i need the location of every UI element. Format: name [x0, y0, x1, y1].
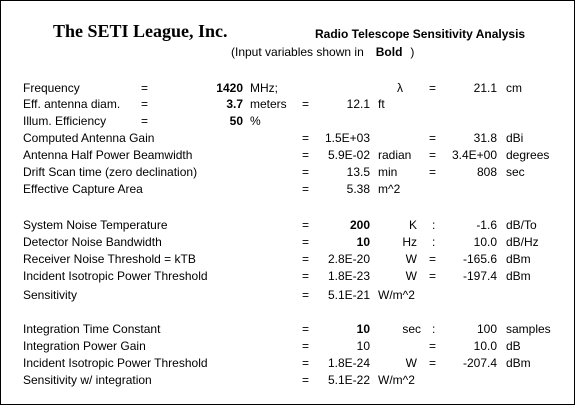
antenna-diam-unit: meters: [250, 97, 287, 111]
iso-threshold-dbm-value: -197.4: [462, 269, 497, 283]
int-time-value[interactable]: 10: [356, 322, 370, 336]
noise-temp-value[interactable]: 200: [349, 218, 370, 232]
drift-scan-label: Drift Scan time (zero declination): [23, 165, 198, 179]
int-gain-db-eq: =: [429, 339, 437, 353]
antenna-gain-value: 1.5E+03: [324, 131, 370, 145]
wavelength-eq: =: [429, 81, 437, 95]
sensitivity-int-eq: =: [302, 373, 310, 387]
antenna-diam-label: Eff. antenna diam.: [23, 97, 121, 111]
int-time-eq: =: [302, 322, 310, 336]
input-note: [231, 45, 414, 59]
noise-temp-db-value: -1.6: [476, 218, 497, 232]
drift-scan-sec-unit: sec: [506, 165, 525, 179]
iso-threshold-value: 1.8E-23: [327, 269, 370, 283]
frequency-label: Frequency: [23, 81, 80, 95]
noise-temp-unit: K: [408, 218, 417, 232]
noise-temp-sep: :: [432, 218, 436, 232]
sensitivity-unit: W/m^2: [378, 288, 415, 302]
sensitivity-label: Sensitivity: [23, 288, 78, 302]
antenna-gain-db-unit: dBi: [506, 131, 524, 145]
int-time-label: Integration Time Constant: [23, 322, 161, 336]
beamwidth-deg-eq: =: [429, 148, 437, 162]
antenna-diam-ft-eq: =: [302, 97, 310, 111]
iso-threshold-int-eq: =: [302, 356, 310, 370]
frequency-eq: =: [141, 81, 149, 95]
beamwidth-value: 5.9E-02: [327, 148, 370, 162]
int-time-sep: :: [432, 322, 436, 336]
int-time-samples-unit: samples: [506, 322, 551, 336]
noise-bw-value[interactable]: 10: [356, 235, 370, 249]
int-time-unit: sec: [402, 322, 421, 336]
iso-threshold-int-dbm-value: -207.4: [462, 356, 497, 370]
sensitivity-eq: =: [302, 288, 310, 302]
capture-area-label: Effective Capture Area: [23, 182, 143, 196]
antenna-diam-eq: =: [141, 97, 149, 111]
illum-eff-eq: =: [141, 114, 149, 128]
input-note-bold: Bold: [375, 45, 403, 59]
analysis-title: Radio Telescope Sensitivity Analysis: [315, 27, 526, 41]
iso-threshold-int-value: 1.8E-24: [327, 356, 370, 370]
iso-threshold-int-dbm-unit: dBm: [506, 356, 531, 370]
iso-threshold-unit: W: [405, 269, 417, 283]
iso-threshold-dbm-eq: =: [429, 269, 437, 283]
iso-threshold-dbm-unit: dBm: [506, 269, 531, 283]
input-note-prefix: (Input variables shown in: [231, 45, 364, 59]
noise-temp-eq: =: [302, 218, 310, 232]
noise-bw-eq: =: [302, 235, 310, 249]
drift-scan-unit: min: [378, 165, 398, 179]
int-gain-label: Integration Power Gain: [23, 339, 146, 353]
beamwidth-deg-value: 3.4E+00: [451, 148, 497, 162]
capture-area-unit: m^2: [378, 182, 401, 196]
iso-threshold-eq: =: [302, 269, 310, 283]
beamwidth-deg-unit: degrees: [506, 148, 550, 162]
wavelength-unit: cm: [506, 81, 522, 95]
antenna-diam-ft-unit: ft: [378, 97, 385, 111]
ktb-value: 2.8E-20: [327, 252, 370, 266]
int-gain-db-unit: dB: [506, 339, 521, 353]
ktb-unit: W: [405, 252, 417, 266]
iso-threshold-label: Incident Isotropic Power Threshold: [23, 269, 208, 283]
capture-area-value: 5.38: [346, 182, 370, 196]
ktb-dbm-unit: dBm: [506, 252, 531, 266]
wavelength-value: 21.1: [473, 81, 497, 95]
beamwidth-label: Antenna Half Power Beamwidth: [23, 148, 193, 162]
noise-temp-db-unit: dB/To: [506, 218, 537, 232]
sensitivity-int-value: 5.1E-22: [327, 373, 370, 387]
illum-eff-value[interactable]: 50: [229, 114, 243, 128]
iso-threshold-int-unit: W: [405, 356, 417, 370]
noise-bw-db-value: 10.0: [473, 235, 497, 249]
iso-threshold-int-dbm-eq: =: [429, 356, 437, 370]
beamwidth-unit: radian: [378, 148, 412, 162]
antenna-diam-value[interactable]: 3.7: [226, 97, 243, 111]
beamwidth-eq: =: [302, 148, 310, 162]
ktb-label: Receiver Noise Threshold = kTB: [23, 252, 196, 266]
int-time-samples-value: 100: [476, 322, 497, 336]
input-note-suffix: ): [410, 45, 415, 59]
capture-area-eq: =: [302, 182, 310, 196]
drift-scan-value: 13.5: [346, 165, 370, 179]
noise-temp-label: System Noise Temperature: [23, 218, 168, 232]
sensitivity-int-label: Sensitivity w/ integration: [23, 373, 152, 387]
antenna-gain-db-value: 31.8: [473, 131, 497, 145]
antenna-gain-db-eq: =: [429, 131, 437, 145]
drift-scan-eq: =: [302, 165, 310, 179]
iso-threshold-int-label: Incident Isotropic Power Threshold: [23, 356, 208, 370]
antenna-gain-label: Computed Antenna Gain: [23, 131, 155, 145]
ktb-eq: =: [302, 252, 310, 266]
drift-scan-sec-value: 808: [476, 165, 497, 179]
antenna-gain-eq: =: [302, 131, 310, 145]
illum-eff-label: Illum. Efficiency: [23, 114, 107, 128]
ktb-dbm-eq: =: [429, 252, 437, 266]
sensitivity-int-unit: W/m^2: [378, 373, 415, 387]
antenna-diam-ft-value: 12.1: [346, 97, 370, 111]
noise-bw-sep: :: [432, 235, 436, 249]
ktb-dbm-value: -165.6: [462, 252, 497, 266]
noise-bw-label: Detector Noise Bandwidth: [23, 235, 162, 249]
org-title: The SETI League, Inc.: [53, 21, 228, 41]
int-gain-eq: =: [302, 339, 310, 353]
frequency-unit: MHz;: [250, 81, 278, 95]
noise-bw-unit: Hz: [402, 235, 417, 249]
drift-scan-sec-eq: =: [429, 165, 437, 179]
frequency-value[interactable]: 1420: [216, 81, 243, 95]
int-gain-db-value: 10.0: [473, 339, 497, 353]
wavelength-symbol: λ: [397, 81, 403, 95]
sensitivity-value: 5.1E-21: [327, 288, 370, 302]
illum-eff-unit: %: [250, 114, 261, 128]
int-gain-value: 10: [356, 339, 370, 353]
noise-bw-db-unit: dB/Hz: [506, 235, 539, 249]
